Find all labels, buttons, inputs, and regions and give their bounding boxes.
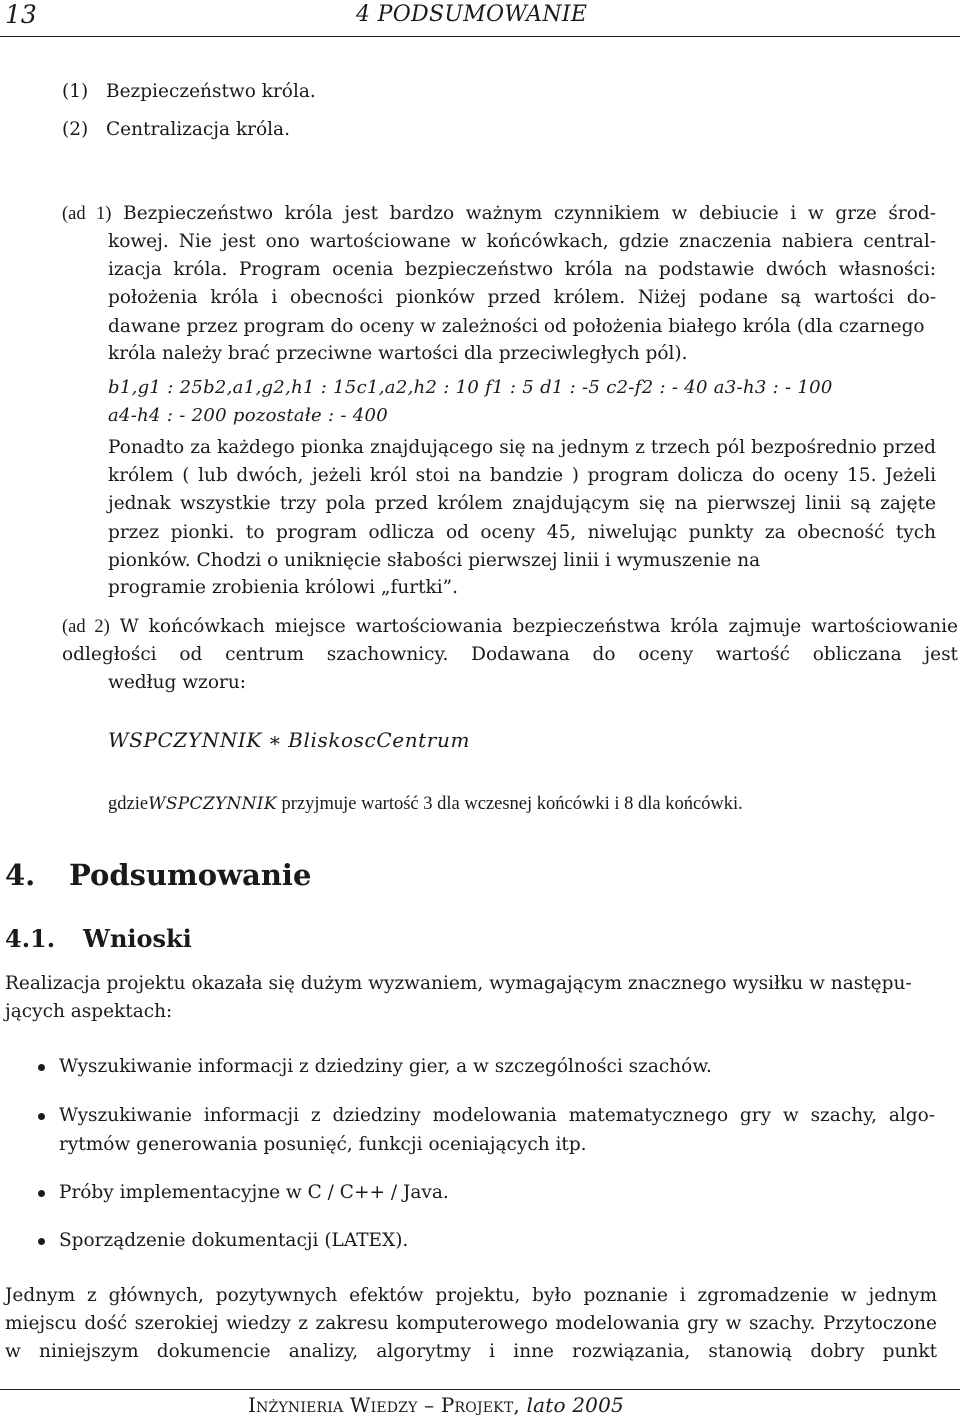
subsection-number: 4.1. xyxy=(5,924,56,953)
formula-operator: ∗ xyxy=(267,728,283,752)
running-footer xyxy=(248,1393,624,1417)
formula-right: BliskoscCentrum xyxy=(288,728,471,752)
intro-last-line: jących aspektach: xyxy=(5,1001,173,1022)
subsection-heading xyxy=(5,924,192,953)
ad1-first-line-text: Bezpieczeństwo króla jest bardzo ważnym czynnikiem w debiucie i w grze środ- xyxy=(123,203,936,224)
formula-explanation xyxy=(108,790,743,818)
running-header xyxy=(0,0,960,36)
bullet-text: Sporządzenie dokumentacji (LATEX). xyxy=(59,1230,409,1251)
list-item-text: Centralizacja króla. xyxy=(106,119,290,140)
formula xyxy=(108,728,470,752)
where-prefix: gdzie xyxy=(108,794,149,814)
intro-paragraph: Realizacja projektu okazała się dużym wyzwaniem, wymagającym znacznego wysiłku w następu- xyxy=(5,973,912,994)
closing-paragraph: Jednym z głównych, pozytywnych efektów projektu, było poznanie i zgromadzenie w jednym miejscu dość szerokiej wiedzy z zakresu komputerowego modelowania gry w szachy. Przytoczone w niniejszym dokumencie analizy, algorytmy i inne rozwiązania, stanowią dobry punkt xyxy=(5,1285,937,1363)
bullet-text: Próby implementacyjne w C / C++ / Java. xyxy=(59,1182,449,1203)
list-item xyxy=(62,78,316,106)
subsection-title: Wnioski xyxy=(83,924,192,953)
bullet-dot xyxy=(38,1238,45,1245)
where-symbol: WSPCZYNNIK xyxy=(148,794,277,814)
bullet-text: Wyszukiwanie informacji z dziedziny modelowania matematycznego gry w szachy, algo- rytmów generowania posunięć, funkcji oceniających itp. xyxy=(59,1105,935,1155)
bullet-dot xyxy=(38,1064,45,1071)
list-item-text: Bezpieczeństwo króla. xyxy=(106,81,316,102)
footer-course: Inżynieria Wiedzy – Projekt, xyxy=(248,1393,520,1417)
where-text: przyjmuje wartość 3 dla wczesnej końcówki i 8 dla końcówki. xyxy=(276,794,743,814)
header-section-title: 4 PODSUMOWANIE xyxy=(356,2,588,27)
formula-left: WSPCZYNNIK xyxy=(108,728,262,752)
pawn-shield-paragraph: Ponadto za każdego pionka znajdującego się na jednym z trzech pól bezpośrednio przed królem ( lub dwóch, jeżeli król stoi na bandzie ) program dolicza do oceny 15. Jeżeli jednak wszystkie trzy pola przed królem znajdującym się na pierwszej linii są zajęte przez pionki. to program odlicza od oceny 45, niwelując punkty za obecność tych pionków. Chodzi o uniknięcie słabości pierwszej linii i wymuszenie na xyxy=(108,437,936,571)
section-number: 4. xyxy=(5,858,36,892)
ad1-label: (ad 1) xyxy=(62,204,112,224)
footer-rule xyxy=(0,1389,960,1390)
ad2-label: (ad 2) xyxy=(62,617,110,637)
ad1-paragraph-last-line: króla należy brać przeciwne wartości dla przeciwległych pól). xyxy=(108,343,688,364)
ad1-paragraph: kowej. Nie jest ono wartościowane w końcówkach, gdzie znaczenia nabiera central- izacja króla. Program ocenia bezpieczeństwo króla na podstawie dwóch własności: położenia króla i obecności pionków przed królem. Niżej podane są wartości do- dawane przez program do oceny w zależności od położenia białego króla (dla czarnego xyxy=(108,231,936,337)
ad2-first-line xyxy=(62,613,958,669)
list-item-number: (2) xyxy=(62,119,89,140)
bullet-text: Wyszukiwanie informacji z dziedziny gier, a w szczególności szachów. xyxy=(59,1056,712,1077)
bullet-dot xyxy=(38,1113,45,1120)
bullet-dot xyxy=(38,1190,45,1197)
king-position-values-line-1: b1,g1 : 25b2,a1,g2,h1 : 15c1,a2,h2 : 10 f1 : 5 d1 : -5 c2-f2 : - 40 a3-h3 : - 100 xyxy=(108,377,833,398)
page-number: 13 xyxy=(5,0,37,29)
ad2-text: W końcówkach miejsce wartościowania bezpieczeństwa króla zajmuje wartościowanie odległości od centrum szachownicy. Dodawana do oceny wartość obliczana jest xyxy=(62,616,958,666)
footer-term: lato 2005 xyxy=(526,1393,624,1417)
king-position-values-line-2: a4-h4 : - 200 pozostałe : - 400 xyxy=(108,405,389,426)
list-item-number: (1) xyxy=(62,81,89,102)
ad1-first-line xyxy=(62,200,936,228)
ad2-last-line: według wzoru: xyxy=(108,672,246,693)
section-title: Podsumowanie xyxy=(69,858,312,892)
pawn-shield-paragraph-last-line: programie zrobienia królowi „furtki”. xyxy=(108,577,458,598)
section-heading xyxy=(5,858,311,892)
list-item xyxy=(62,116,290,144)
header-rule xyxy=(0,36,960,37)
